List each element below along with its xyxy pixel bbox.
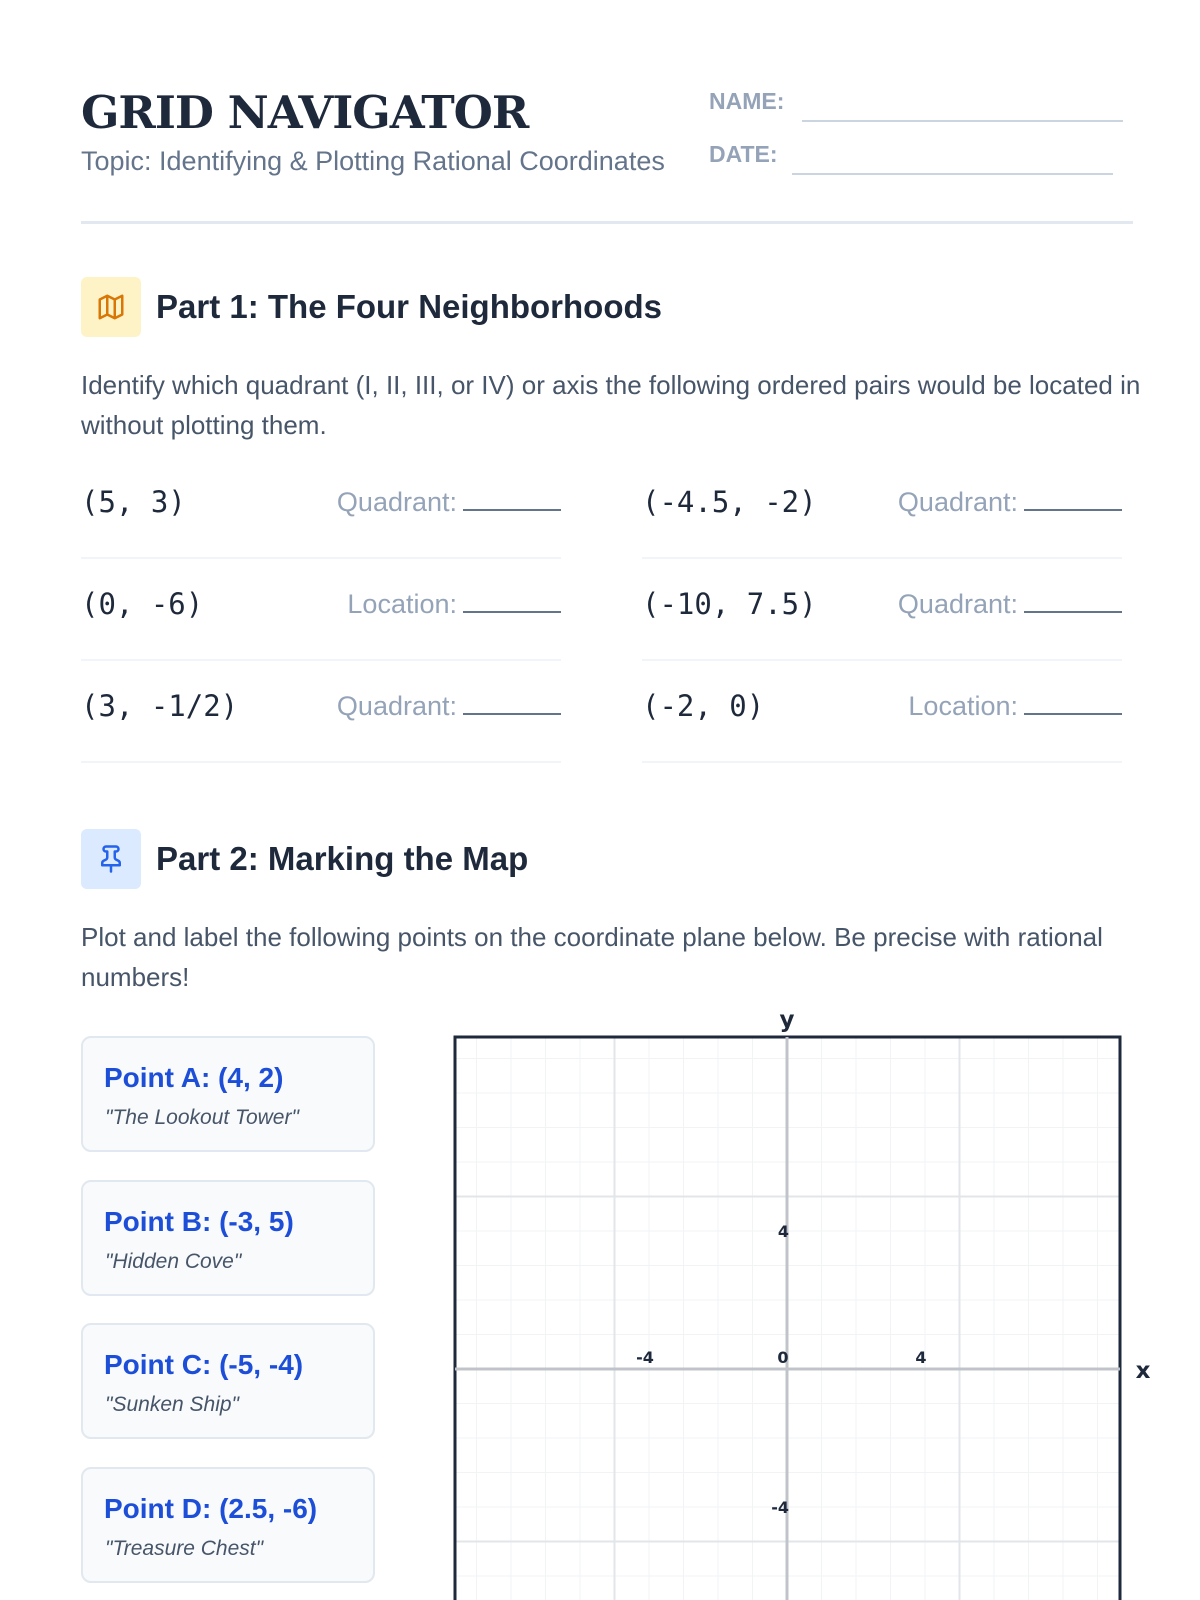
worksheet-header [81,84,1133,224]
pair-row [642,561,1122,661]
point-card [81,1036,375,1152]
pin-icon [81,829,141,889]
point-description: "Hidden Cove" [105,1250,242,1273]
point-card [81,1180,375,1296]
ordered-pair: (0, -6) [81,587,204,621]
pair-row [81,459,561,559]
worksheet-title: GRID NAVIGATOR [81,86,529,139]
answer-label-text: Quadrant: [897,487,1018,517]
answer-label-text: Quadrant: [897,589,1018,619]
answer-blank[interactable] [1024,489,1122,511]
point-title: Point D: (2.5, -6) [104,1493,318,1524]
answer-blank[interactable] [463,693,561,715]
y-tick-label: 4 [777,1222,789,1241]
pair-row [642,459,1122,559]
coordinate-plane[interactable] [446,1000,1166,1600]
map-icon [81,277,141,337]
part1-heading [81,277,662,337]
answer-blank[interactable] [1024,693,1122,715]
name-field[interactable] [709,88,784,115]
y-tick-label: -4 [771,1498,789,1517]
answer-label-text: Location: [347,589,457,619]
point-card [81,1467,375,1583]
date-field[interactable] [709,141,778,168]
worksheet-topic: Topic: Identifying & Plotting Rational Coordinates [81,146,665,176]
point-title: Point B: (-3, 5) [104,1206,294,1237]
date-label: DATE: [709,141,778,167]
part2-instructions: Plot and label the following points on the coordinate plane below. Be precise with rational numbers! [81,922,1103,992]
part1-instructions: Identify which quadrant (I, II, III, or IV) or axis the following ordered pairs would be located in without plotting them. [81,370,1141,440]
answer-label [898,487,1122,518]
ordered-pair: (5, 3) [81,485,186,519]
point-description: "The Lookout Tower" [105,1106,299,1129]
answer-blank[interactable] [463,489,561,511]
answer-label [898,589,1122,620]
pair-row [81,561,561,661]
point-title: Point A: (4, 2) [104,1062,284,1093]
answer-label [337,487,561,518]
part2-heading [81,829,528,889]
x-tick-label: 0 [777,1348,789,1367]
answer-label-text: Quadrant: [336,487,457,517]
x-tick-label: -4 [636,1348,654,1367]
point-description: "Sunken Ship" [105,1393,239,1416]
pair-row [642,663,1122,763]
answer-label [908,691,1122,722]
answer-label-text: Location: [908,691,1018,721]
ordered-pair: (-10, 7.5) [642,587,817,621]
part1-title: Part 1: The Four Neighborhoods [156,288,663,325]
name-label: NAME: [709,88,785,114]
answer-blank[interactable] [463,591,561,613]
pair-row [81,663,561,763]
x-tick-label: 4 [915,1348,927,1367]
answer-label [337,691,561,722]
ordered-pair: (-2, 0) [642,689,765,723]
ordered-pair: (3, -1/2) [81,689,239,723]
date-line[interactable] [792,173,1113,175]
name-line[interactable] [802,120,1123,122]
point-title: Point C: (-5, -4) [104,1349,304,1380]
x-axis-label: x [1135,1358,1151,1384]
point-description: "Treasure Chest" [105,1537,264,1560]
answer-label [347,589,561,620]
y-axis-label: y [779,1007,795,1033]
answer-label-text: Quadrant: [336,691,457,721]
ordered-pair: (-4.5, -2) [642,485,817,519]
answer-blank[interactable] [1024,591,1122,613]
point-card [81,1323,375,1439]
part2-title: Part 2: Marking the Map [156,840,529,877]
